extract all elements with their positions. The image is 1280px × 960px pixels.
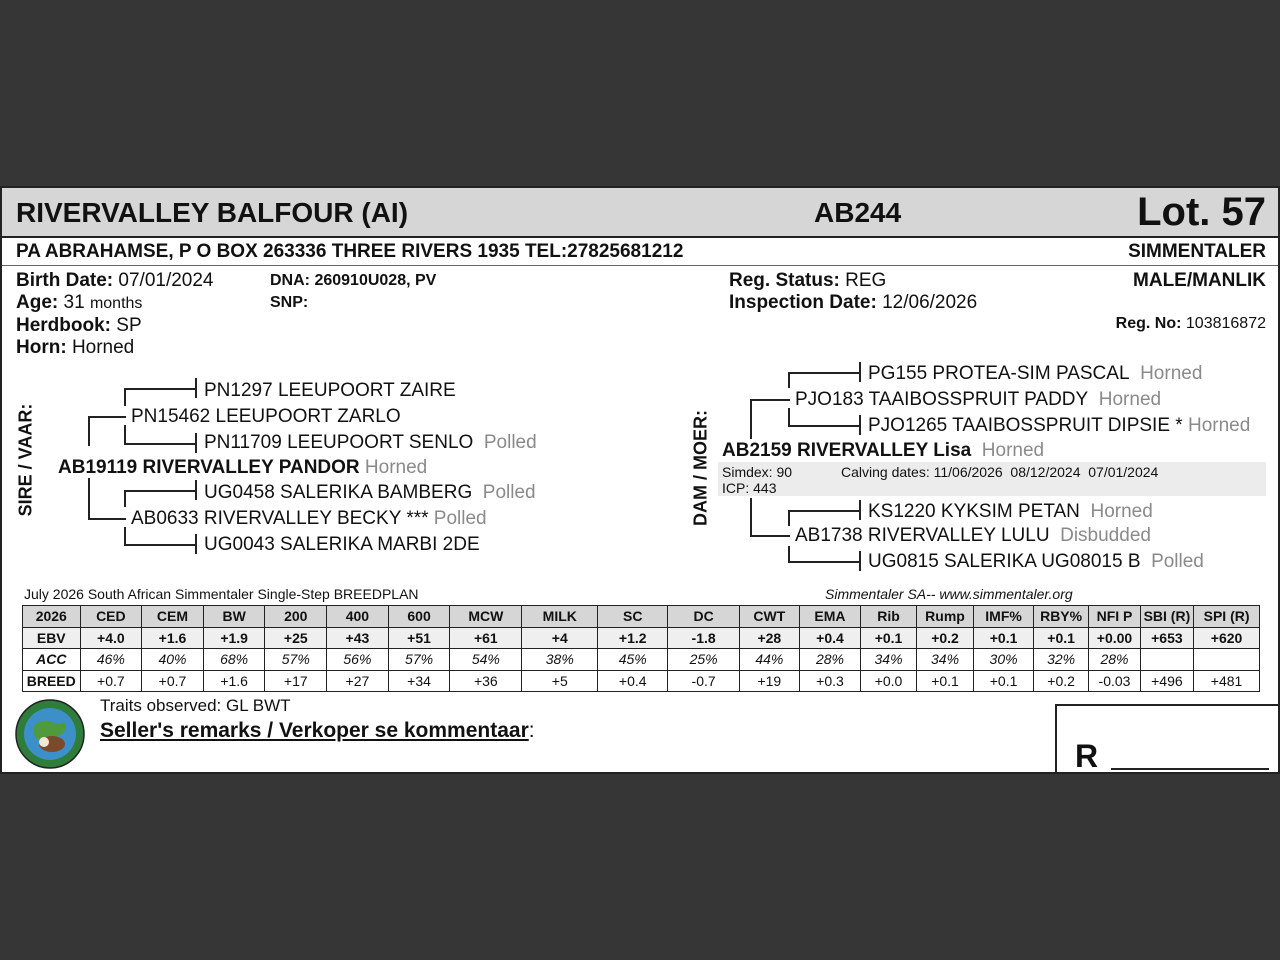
dam-ggs (868, 363, 1202, 385)
table-row-breed-cell: +0.1 (974, 670, 1034, 692)
dam-icp: ICP: 443 (722, 480, 777, 496)
dam-gd-horn: Disbudded (1060, 525, 1151, 546)
table-row-ebv-cell: +28 (740, 627, 800, 649)
table-row-breed-cell: +496 (1140, 670, 1193, 692)
snp-label: SNP: (270, 294, 309, 311)
table-row-ebv-cell: +1.2 (598, 627, 668, 649)
dna-block (270, 270, 436, 314)
table-row-breed-cell: +36 (450, 670, 522, 692)
inspection-label: Inspection Date: (729, 292, 877, 313)
table-row-breed-cell: +0.4 (598, 670, 668, 692)
sire-ggd-horn: Polled (483, 432, 537, 453)
table-row-ebv-cell: +61 (450, 627, 522, 649)
table-row-breed-cell: +34 (388, 670, 450, 692)
dam-horn: Horned (981, 440, 1045, 461)
dam-gs (795, 389, 1161, 411)
dam-main (722, 440, 1044, 462)
table-row-breed-cell: +0.7 (80, 670, 142, 692)
table-row-ebv-cell: +0.4 (799, 627, 861, 649)
table-row-ebv-cell: +1.9 (203, 627, 265, 649)
dam-side-label: DAM / MOER: (690, 410, 711, 526)
table-row-ebv-cell: EBV (23, 627, 81, 649)
table-row-ebv-cell: +25 (265, 627, 327, 649)
table-row-acc-cell: 25% (668, 649, 740, 671)
table-row-acc-cell: 56% (327, 649, 389, 671)
dam-gds (868, 501, 1153, 523)
table-row-ebv-cell: +0.00 (1089, 627, 1140, 649)
table-header-row-cell: Rump (916, 606, 974, 628)
table-header-row-cell: BW (203, 606, 265, 628)
sire-gs: PN15462 LEEUPOORT ZARLO (131, 406, 401, 427)
sire-horn: Horned (364, 457, 428, 478)
table-row-acc-cell: 44% (740, 649, 800, 671)
sire-name: AB19119 RIVERVALLEY PANDOR (58, 457, 360, 478)
price-line[interactable] (1111, 768, 1269, 770)
breedplan-site: Simmentaler SA-- www.simmentaler.org (825, 586, 1073, 602)
table-row-breed-cell: -0.7 (668, 670, 740, 692)
age-value: 31 (63, 292, 85, 313)
table-row-acc-cell: 40% (142, 649, 204, 671)
age-label: Age: (16, 292, 59, 313)
table-row-acc-cell: 38% (522, 649, 598, 671)
table-row-acc-cell: 57% (265, 649, 327, 671)
table-header-row-cell: Rib (861, 606, 916, 628)
herdbook-label: Herdbook: (16, 315, 111, 336)
dna-value: 260910U028, PV (314, 272, 437, 289)
sellers-remarks-colon: : (528, 719, 535, 742)
dam-gs-horn: Horned (1098, 389, 1162, 410)
table-row-ebv-cell: -1.8 (668, 627, 740, 649)
society-logo (14, 698, 86, 770)
lot-number: Lot. 57 (1137, 190, 1266, 234)
table-header-row-cell: NFI P (1089, 606, 1140, 628)
horn-value: Horned (71, 337, 135, 358)
animal-id: AB244 (814, 197, 902, 228)
reg-status-label: Reg. Status: (729, 270, 840, 291)
table-header-row-cell: SC (598, 606, 668, 628)
table-row-breed-cell: +481 (1194, 670, 1260, 692)
lot-card (0, 186, 1280, 774)
table-header-row-cell: DC (668, 606, 740, 628)
dna-label: DNA: (270, 272, 310, 289)
herdbook-value: SP (116, 315, 142, 336)
dam-gdd (868, 551, 1204, 573)
table-header-row-cell: SBI (R) (1140, 606, 1193, 628)
table-row-acc-cell: 28% (799, 649, 861, 671)
sire-main (58, 457, 427, 479)
reg-no-label: Reg. No: (1115, 315, 1182, 332)
table-row-acc-cell: 28% (1089, 649, 1140, 671)
table-row-acc-cell: 34% (861, 649, 916, 671)
dam-simdex: Simdex: 90 (722, 464, 793, 480)
reg-no-value: 103816872 (1185, 315, 1266, 332)
table-row-breed-cell: +0.1 (916, 670, 974, 692)
table-row-acc (23, 649, 1260, 671)
dam-ggs-name: PG155 PROTEA-SIM PASCAL (868, 363, 1130, 384)
dam-gs-name: PJO183 TAAIBOSSPRUIT PADDY (795, 389, 1089, 410)
sire-gd (131, 508, 487, 530)
sire-ggs: PN1297 LEEUPOORT ZAIRE (204, 380, 456, 401)
table-row-ebv-cell: +43 (327, 627, 389, 649)
header-bar (2, 188, 1278, 238)
sellers-remarks (100, 719, 535, 743)
table-row-breed-cell: -0.03 (1089, 670, 1140, 692)
table-header-row-cell: 2026 (23, 606, 81, 628)
owner-bar (2, 238, 1278, 266)
birth-value: 07/01/2024 (118, 270, 214, 291)
table-header-row-cell: CWT (740, 606, 800, 628)
table-row-breed-cell: +0.3 (799, 670, 861, 692)
table-header-row-cell: 600 (388, 606, 450, 628)
table-row-acc-cell: 32% (1033, 649, 1088, 671)
table-row-ebv-cell: +620 (1194, 627, 1260, 649)
dam-ggd-horn: Horned (1187, 415, 1251, 436)
table-header-row-cell: MILK (522, 606, 598, 628)
table-row-ebv-cell: +1.6 (142, 627, 204, 649)
table-header-row (23, 606, 1260, 628)
dam-ggs-horn: Horned (1140, 363, 1203, 384)
dam-gdd-name: UG0815 SALERIKA UG08015 B (868, 551, 1141, 572)
table-header-row-cell: SPI (R) (1194, 606, 1260, 628)
info-block (16, 270, 214, 359)
dam-gdd-horn: Polled (1151, 551, 1204, 572)
table-row-ebv-cell: +51 (388, 627, 450, 649)
dam-gd (795, 525, 1151, 547)
table-header-row-cell: 200 (265, 606, 327, 628)
table-row-acc-cell: 45% (598, 649, 668, 671)
price-box (1055, 704, 1280, 774)
owner-address: PA ABRAHAMSE, P O BOX 263336 THREE RIVERS 1935 TEL:27825681212 (16, 241, 684, 262)
dam-ggd-name: PJO1265 TAAIBOSSPRUIT DIPSIE * (868, 415, 1183, 436)
table-row-acc-cell (1140, 649, 1193, 671)
sellers-remarks-label: Seller's remarks / Verkoper se kommentaar (100, 719, 529, 742)
sire-gds-horn: Polled (482, 482, 536, 503)
breedplan-table (22, 605, 1260, 692)
sex-label: MALE/MANLIK (1133, 270, 1266, 291)
table-row-breed-cell: +0.2 (1033, 670, 1088, 692)
logo-globe-icon (14, 698, 86, 770)
age-unit: months (89, 295, 143, 312)
inspection-value: 12/06/2026 (882, 292, 978, 313)
sire-ggd (204, 432, 537, 454)
table-row-acc-cell: 34% (916, 649, 974, 671)
breed-label: SIMMENTALER (1128, 241, 1266, 262)
table-row-breed-cell: +0.0 (861, 670, 916, 692)
table-row-breed-cell: BREED (23, 670, 81, 692)
reg-block (729, 270, 977, 314)
horn-label: Horn: (16, 337, 67, 358)
table-header-row-cell: CEM (142, 606, 204, 628)
table-row-breed-cell: +27 (327, 670, 389, 692)
table-header-row-cell: EMA (799, 606, 861, 628)
table-header-row-cell: CED (80, 606, 142, 628)
table-row-ebv-cell: +4.0 (80, 627, 142, 649)
table-row-acc-cell: 68% (203, 649, 265, 671)
table-row-breed-cell: +0.7 (142, 670, 204, 692)
table-row-acc-cell: 46% (80, 649, 142, 671)
table-row-ebv (23, 627, 1260, 649)
table-header-row-cell: IMF% (974, 606, 1034, 628)
table-row-acc-cell: 54% (450, 649, 522, 671)
dam-gds-name: KS1220 KYKSIM PETAN (868, 501, 1080, 522)
reg-no (1116, 315, 1266, 333)
table-row-acc-cell: 30% (974, 649, 1034, 671)
table-row-breed-cell: +5 (522, 670, 598, 692)
sire-gd-horn: Polled (433, 508, 487, 529)
table-header-row-cell: MCW (450, 606, 522, 628)
table-header-row-cell: 400 (327, 606, 389, 628)
sire-gds-name: UG0458 SALERIKA BAMBERG (204, 482, 473, 503)
table-row-ebv-cell: +0.2 (916, 627, 974, 649)
table-row-breed (23, 670, 1260, 692)
reg-status-value: REG (845, 270, 887, 291)
birth-label: Birth Date: (16, 270, 114, 291)
table-row-acc-cell: ACC (23, 649, 81, 671)
table-header-row-cell: RBY% (1033, 606, 1088, 628)
animal-name: RIVERVALLEY BALFOUR (AI) (16, 197, 409, 228)
table-row-ebv-cell: +4 (522, 627, 598, 649)
breedplan-title: July 2026 South African Simmentaler Single-Step BREEDPLAN (24, 586, 419, 602)
price-r-label: R (1075, 738, 1099, 774)
table-row-ebv-cell: +0.1 (1033, 627, 1088, 649)
sire-gd-name: AB0633 RIVERVALLEY BECKY *** (131, 508, 429, 529)
table-row-breed-cell: +19 (740, 670, 800, 692)
sire-side-label: SIRE / VAAR: (15, 403, 36, 517)
table-row-acc-cell: 57% (388, 649, 450, 671)
table-row-ebv-cell: +0.1 (861, 627, 916, 649)
dam-gd-name: AB1738 RIVERVALLEY LULU (795, 525, 1050, 546)
table-row-acc-cell (1194, 649, 1260, 671)
table-row-breed-cell: +17 (265, 670, 327, 692)
table-row-breed-cell: +1.6 (203, 670, 265, 692)
sire-gds (204, 482, 536, 504)
dam-ggd (868, 415, 1250, 437)
table-row-ebv-cell: +653 (1140, 627, 1193, 649)
sire-gdd: UG0043 SALERIKA MARBI 2DE (204, 534, 480, 555)
dam-calving-dates: Calving dates: 11/06/2026 08/12/2024 07/01/2024 (841, 464, 1159, 480)
dam-name: AB2159 RIVERVALLEY Lisa (722, 440, 972, 461)
table-row-ebv-cell: +0.1 (974, 627, 1034, 649)
dam-gds-horn: Horned (1090, 501, 1153, 522)
sire-ggd-name: PN11709 LEEUPOORT SENLO (204, 432, 474, 453)
traits-observed: Traits observed: GL BWT (100, 696, 291, 715)
